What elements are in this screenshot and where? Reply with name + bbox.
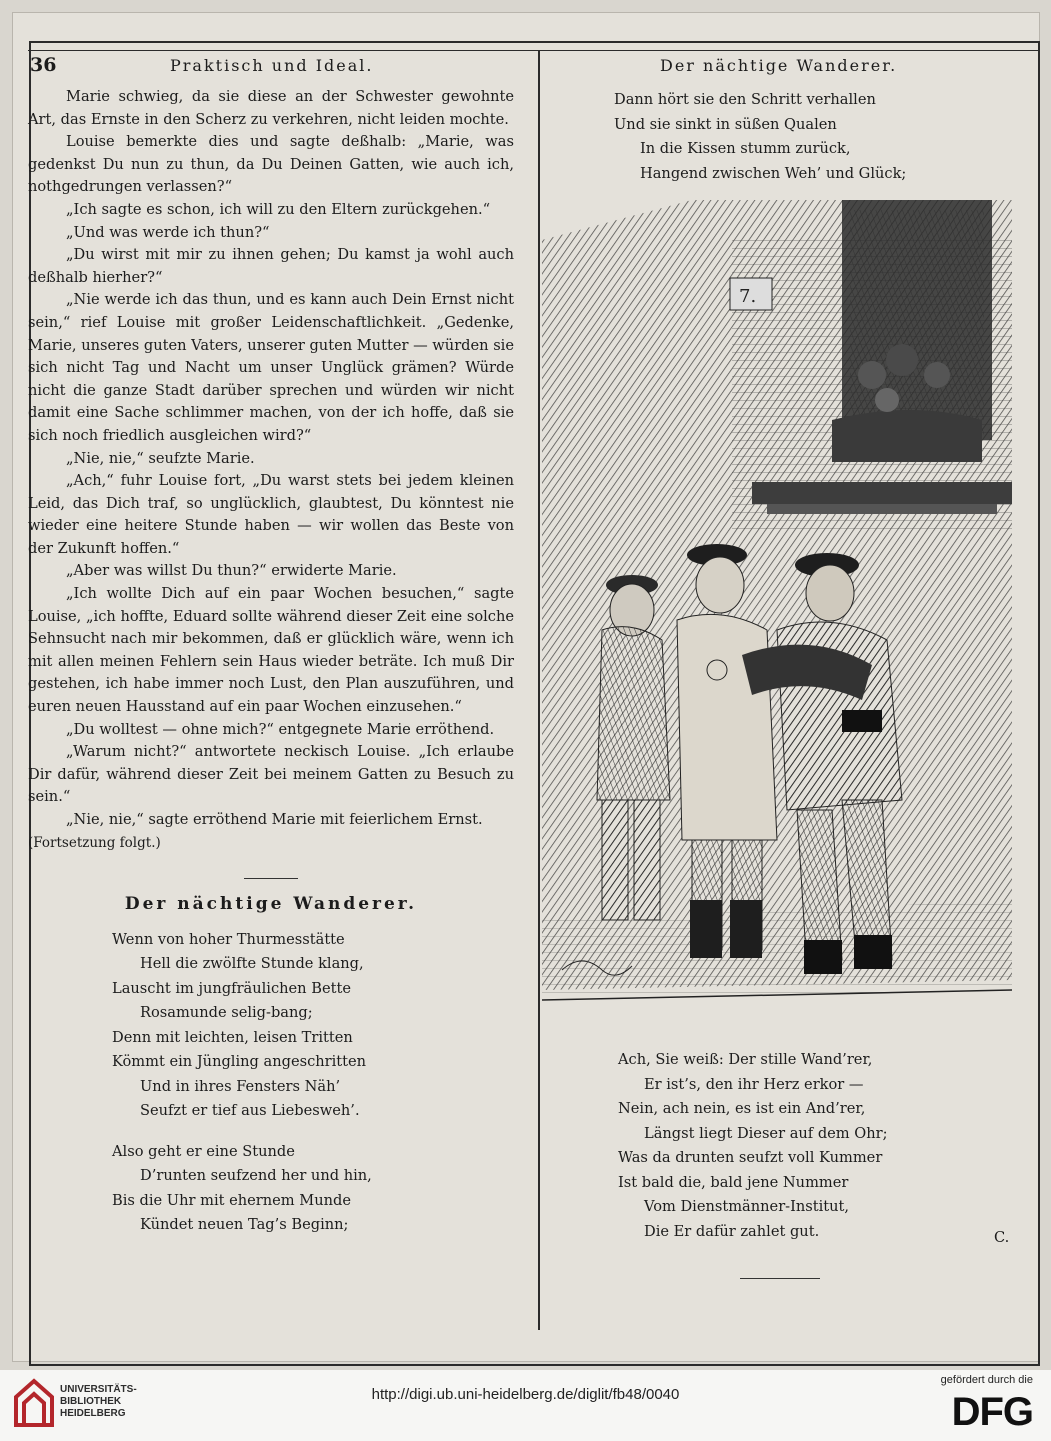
paragraph: „Ich wollte Dich auf ein paar Wochen besuchen,“ sagte Louise, „ich hoffte, Eduard sollte während dieser Zeit eine solche Sehnsucht nach mir bekommen, daß er glücklich wäre, wenn ich mit allen meinen Fehlern sein Haus wieder beträte. Ich muß Dir gestehen, ich habe immer noch Lust, den Plan auszuführen, und euren neuen Hausstand auf ein paar Wochen einzusehen.“ (28, 585, 514, 716)
column-divider (538, 50, 540, 1330)
paragraph: „Du wirst mit mir zu ihnen gehen; Du kamst ja wohl auch deßhalb hierher?“ (28, 246, 514, 286)
poem-line: Hangend zwischen Weh’ und Glück; (640, 164, 907, 182)
poem-line: Seufzt er tief aus Liebesweh’. (140, 1102, 360, 1120)
author-signature: C. (994, 1229, 1010, 1246)
poem-line: Hell die zwölfte Stunde klang, (140, 955, 364, 973)
poem-line: Die Er dafür zahlet gut. (644, 1222, 820, 1240)
library-name-line: UNIVERSITÄTS- (60, 1384, 137, 1395)
right-running-title: Der nächtige Wanderer. (660, 56, 898, 75)
end-rule (740, 1278, 820, 1279)
poem-stanza-1 (28, 928, 514, 1124)
poem-line: Kündet neuen Tag’s Beginn; (140, 1216, 349, 1234)
right-column-top-stanza (560, 88, 1010, 186)
paragraph: Marie schwieg, da sie diese an der Schwester gewohnte Art, das Ernste in den Scherz zu verkehren, nicht leiden mochte. (28, 88, 514, 128)
poem-line: Lauscht im jungfräulichen Bette (112, 979, 351, 997)
header-rule (28, 50, 1038, 51)
poem-line: D’runten seufzend her und hin, (140, 1167, 372, 1185)
paragraph: „Aber was willst Du thun?“ erwiderte Marie. (66, 562, 397, 580)
poem-line: Ach, Sie weiß: Der stille Wand’rer, (618, 1051, 873, 1068)
poem-line: Rosamunde selig-bang; (140, 1004, 313, 1022)
poem-line: Und in ihres Fensters Näh’ (140, 1077, 341, 1095)
library-name-line: BIBLIOTHEK (60, 1396, 122, 1407)
poem-line: Kömmt ein Jüngling angeschritten (112, 1053, 367, 1071)
poem-line: Dann hört sie den Schritt verhallen (614, 91, 876, 108)
paragraph: „Ich sagte es schon, ich will zu den Eltern zurückgehen.“ (66, 200, 491, 218)
poem-line: In die Kissen stumm zurück, (640, 140, 851, 157)
poem-line: Wenn von hoher Thurmesstätte (112, 930, 345, 948)
funding-note: gefördert durch die (940, 1374, 1033, 1386)
poem-title: Der nächtige Wanderer. (124, 894, 418, 915)
engraving-illustration (542, 200, 1012, 1040)
permalink-url[interactable]: http://digi.ub.uni-heidelberg.de/diglit/fb48/0040 (371, 1386, 680, 1403)
page-number: 36 (30, 54, 57, 76)
paragraph: Louise bemerkte dies und sagte deßhalb: „Marie, was gedenkst Du nun zu thun, da Du Deinen Gatten, wie auch ich, nothgedrungen verlassen?“ (28, 133, 514, 196)
poem-line: Bis die Uhr mit ehernem Munde (112, 1191, 352, 1209)
continued-note: (Fortsetzung folgt.) (28, 834, 161, 851)
poem-line: Er ist’s, den ihr Herz erkor — (644, 1075, 864, 1093)
paragraph: „Du wolltest — ohne mich?“ entgegnete Marie erröthend. (66, 720, 495, 738)
left-column (28, 86, 514, 1254)
poem-line: Denn mit leichten, leisen Tritten (112, 1028, 353, 1046)
library-name-line: HEIDELBERG (60, 1408, 126, 1419)
poem-stanza-2 (28, 1140, 514, 1238)
poem-line: Und sie sinkt in süßen Qualen (614, 115, 837, 133)
paragraph: „Nie, nie,“ seufzte Marie. (66, 449, 255, 467)
paragraph: „Nie, nie,“ sagte erröthend Marie mit feierlichem Ernst. (66, 811, 483, 828)
poem-line: Längst liegt Dieser auf dem Ohr; (644, 1124, 888, 1142)
dfg-logo[interactable]: DFG (951, 1390, 1033, 1434)
poem-line: Also geht er eine Stunde (112, 1142, 295, 1160)
paragraph: „Warum nicht?“ antwortete neckisch Louise. „Ich erlaube Dir dafür, während dieser Zeit bei meinem Gatten zu Besuch zu sein.“ (28, 743, 514, 806)
footer-bar (0, 1370, 1051, 1441)
paragraph: „Ach,“ fuhr Louise fort, „Du warst stets bei jedem kleinen Leid, das Dich traf, so unglücklich, glaubtest, Du könntest nie wieder eine heitere Stunde haben — wir wollen das Beste von der Zukunft hoffen.“ (28, 472, 514, 557)
paragraph: „Nie werde ich das thun, und es kann auch Dein Ernst nicht sein,“ rief Louise mit großer Leidenschaftlichkeit. „Gedenke, Marie, unseres guten Vaters, unserer guten Mutter — würden sie sich nicht Tag und Nacht um unser Unglück grämen? Würde nicht die ganze Stadt darüber sprechen und würden wir nicht damit eine Sache schlimmer machen, von der ich hoffe, daß sie sich noch friedlich ausgleichen wird?“ (28, 291, 514, 444)
right-column-bottom-stanza (560, 1048, 1010, 1244)
university-library-logo-icon[interactable] (12, 1377, 56, 1429)
poem-line: Was da drunten seufzt voll Kummer (618, 1149, 883, 1166)
svg-text:7.: 7. (739, 286, 757, 307)
poem-line: Ist bald die, bald jene Nummer (618, 1173, 849, 1191)
poem-line: Vom Dienstmänner-Institut, (644, 1198, 850, 1215)
left-running-title: Praktisch und Ideal. (170, 56, 374, 75)
section-rule (244, 878, 298, 879)
poem-line: Nein, ach nein, es ist ein And’rer, (618, 1100, 866, 1117)
paragraph: „Und was werde ich thun?“ (66, 223, 270, 241)
